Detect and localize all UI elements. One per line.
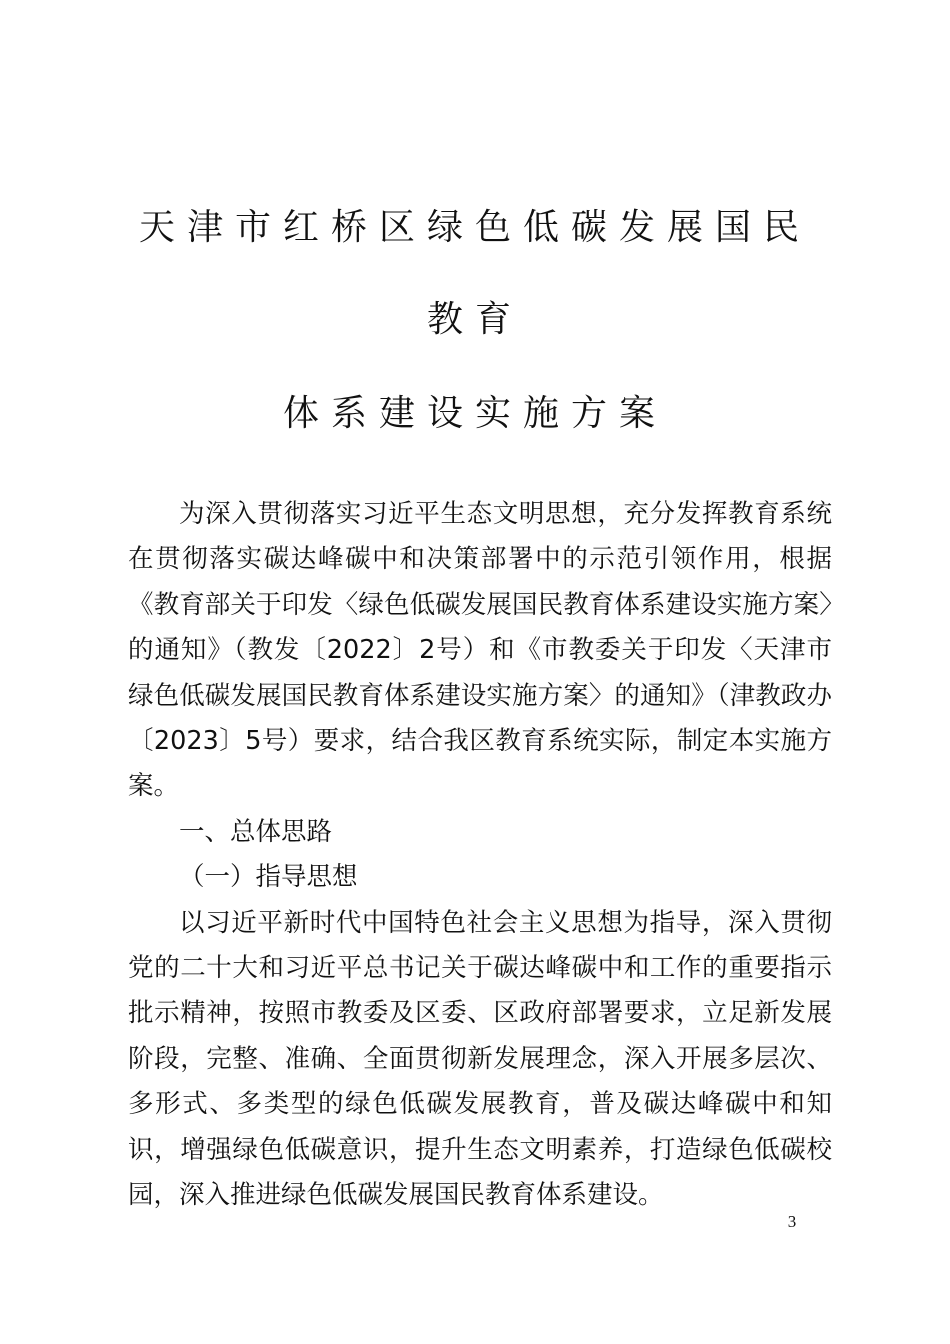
document-title-line-2: 教育 <box>426 299 523 340</box>
subsection-heading: （一）指导思想 <box>179 862 358 893</box>
intro-paragraph: 为深入贯彻落实习近平生态文明思想，充分发挥教育系统在贯彻落实碳达峰碳中和决策部署中的示范引领作用，根据《教育部关于印发〈绿色低碳发展国民教育体系建设实施方案〉的通知》（教发〔2022〕2号）和《市教委关于印发〈天津市绿色低碳发展国民教育体系建设实施方案〉的通知》（津教政办〔2023〕5号）要求，结合我区教育系统实际，制定本实施方案。 <box>128 499 832 802</box>
document-title-line-3: 体系建设实施方案 <box>282 393 667 434</box>
section-heading: 一、总体思路 <box>179 816 333 847</box>
page-number: 3 <box>787 1212 797 1231</box>
guiding-thought-paragraph: 以习近平新时代中国特色社会主义思想为指导，深入贯彻党的二十大和习近平总书记关于碳达峰碳中和工作的重要指示批示精神，按照市教委及区委、区政府部署要求，立足新发展阶段，完整、准确、全面贯彻新发展理念，深入开展多层次、多形式、多类型的绿色低碳发展教育，普及碳达峰碳中和知识，增强绿色低碳意识，提升生态文明素养，打造绿色低碳校园，深入推进绿色低碳发展国民教育体系建设。 <box>128 907 832 1211</box>
document-title-line-1: 天津市红桥区绿色低碳发展国民 <box>138 207 811 248</box>
document-body <box>128 492 832 1219</box>
